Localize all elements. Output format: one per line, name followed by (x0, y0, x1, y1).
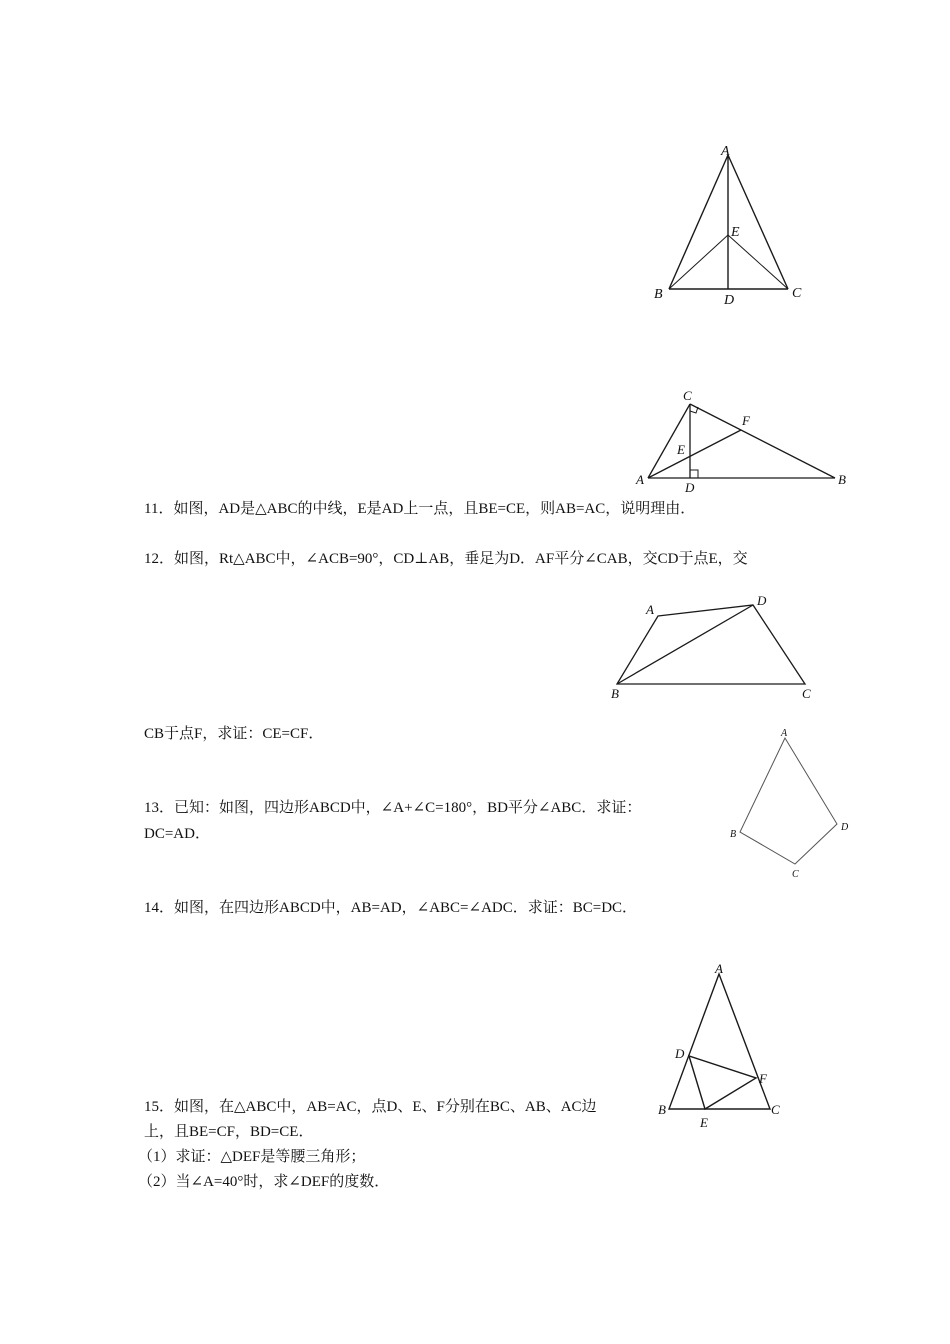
label-e: E (731, 225, 740, 240)
label-e: E (700, 1115, 708, 1130)
figure-problem-13 (605, 592, 835, 704)
label-a: A (721, 144, 730, 159)
label-c: C (771, 1102, 780, 1117)
label-f: F (759, 1071, 767, 1086)
label-a: A (781, 728, 788, 739)
segment-ce (728, 235, 788, 289)
label-b: B (658, 1102, 666, 1117)
label-b: B (611, 686, 619, 701)
label-d: D (675, 1046, 685, 1061)
figure-problem-11 (640, 140, 820, 315)
label-e: E (677, 442, 685, 457)
label-a: A (715, 961, 723, 976)
problem-12-text-line1: 12．如图，Rt△ABC中，∠ACB=90°，CD⊥AB，垂足为D．AF平分∠CAB，交CD于点E，交 (144, 551, 748, 567)
segment-be (669, 235, 728, 289)
triangle-def (689, 1056, 756, 1109)
problem-14-text: 14．如图，在四边形ABCD中，AB=AD，∠ABC=∠ADC．求证：BC=DC． (144, 900, 638, 916)
segment-ac (728, 155, 788, 289)
right-angle-mark-d (690, 470, 698, 478)
label-d: D (841, 822, 849, 833)
problem-15-subquestion-2: （2）当∠A=40°时，求∠DEF的度数． (138, 1174, 390, 1190)
label-d: D (724, 293, 735, 308)
problem-15-text-line2: 上，且BE=CF，BD=CE． (144, 1124, 314, 1140)
label-c: C (792, 869, 799, 880)
diagonal-bd (617, 605, 753, 684)
segment-cb (690, 404, 835, 478)
figure-problem-12 (630, 386, 855, 494)
quadrilateral-abcd (740, 738, 837, 864)
label-f: F (742, 413, 750, 428)
label-b: B (730, 829, 737, 840)
segment-ab (669, 155, 728, 289)
label-d: D (757, 593, 767, 608)
problem-15-subquestion-1: （1）求证：△DEF是等腰三角形； (138, 1149, 366, 1165)
label-c: C (792, 286, 802, 301)
figure-problem-15 (655, 962, 790, 1130)
problem-13-text-line2: DC=AD． (144, 826, 210, 842)
label-a: A (646, 602, 654, 617)
problem-11-text: 11．如图，AD是△ABC的中线，E是AD上一点，且BE=CE，则AB=AC，说明理由． (144, 501, 696, 517)
problem-15-text-line1: 15．如图，在△ABC中，AB=AC，点D、E、F分别在BC、AB、AC边 (144, 1099, 597, 1115)
problem-12-text-line2: CB于点F，求证：CE=CF． (144, 726, 324, 742)
label-d: D (685, 480, 695, 495)
label-b: B (838, 472, 846, 487)
triangle-abc (669, 974, 770, 1109)
label-b: B (654, 287, 663, 302)
label-c: C (802, 686, 811, 701)
problem-13-text-line1: 13．已知：如图，四边形ABCD中，∠A+∠C=180°，BD平分∠ABC．求证： (144, 800, 642, 816)
figure-problem-14 (725, 724, 860, 882)
label-a: A (636, 472, 644, 487)
label-c: C (683, 388, 692, 403)
